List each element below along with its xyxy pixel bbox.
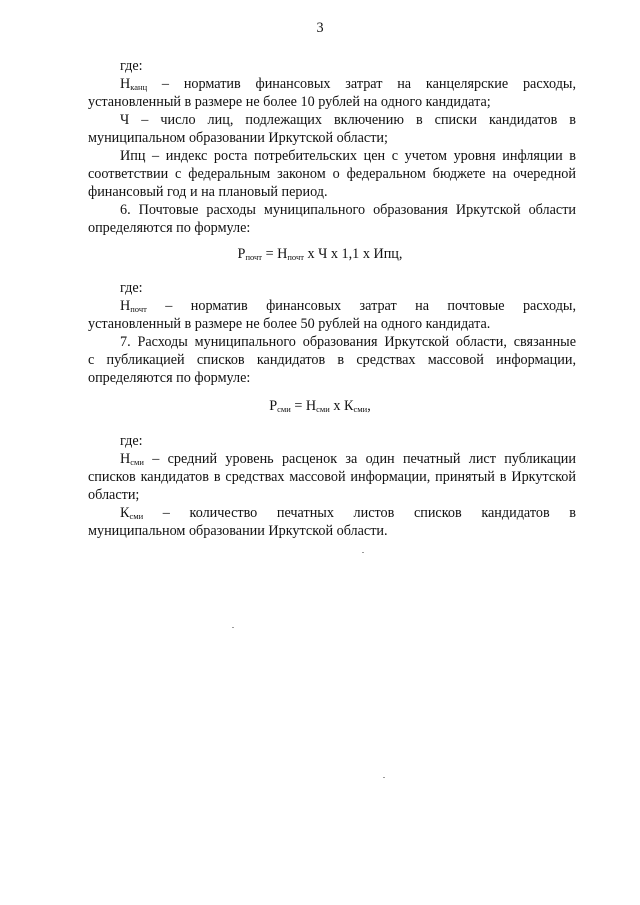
definition-text: – количество печатных листов списков кандидатов в bbox=[143, 505, 576, 521]
symbol-subscript: канц bbox=[130, 82, 148, 92]
formula-part: = Н bbox=[290, 398, 317, 414]
symbol-n: Н bbox=[120, 451, 131, 467]
formula-media bbox=[0, 397, 640, 416]
definition-ch: Ч – число лиц, подлежащих включению в списки кандидатов в bbox=[120, 112, 576, 128]
definition-ipts-end: финансовый год и на плановый период. bbox=[88, 184, 328, 200]
definition-n-kants-cont: установленный в размере не более 10 рублей на одного кандидата; bbox=[88, 94, 491, 110]
formula-subscript: сми bbox=[353, 404, 368, 414]
formula-symbol: Р bbox=[237, 246, 246, 262]
symbol-subscript: почт bbox=[130, 304, 147, 314]
where-label: где: bbox=[120, 433, 143, 449]
symbol-subscript: сми bbox=[129, 511, 144, 521]
paragraph-6: 6. Почтовые расходы муниципального образования Иркутской области bbox=[120, 202, 576, 218]
definition-n-pocht bbox=[88, 297, 576, 316]
definition-n-pocht-cont: установленный в размере не более 50 рублей на одного кандидата. bbox=[88, 316, 491, 332]
paragraph-7: 7. Расходы муниципального образования Иркутской области, связанные bbox=[120, 334, 576, 350]
symbol-k: К bbox=[120, 505, 130, 521]
scan-speck bbox=[362, 552, 364, 553]
formula-subscript: почт bbox=[245, 252, 263, 262]
formula-part: х Ч х 1,1 х Ипц, bbox=[303, 246, 403, 262]
paragraph-6-cont: определяются по формуле: bbox=[88, 220, 251, 236]
symbol-n: Н bbox=[120, 76, 131, 92]
where-label: где: bbox=[120, 58, 143, 74]
definition-ipts-cont: соответствии с федеральным законом о федеральном бюджете на очередной bbox=[88, 166, 576, 182]
formula-subscript: почт bbox=[287, 252, 304, 262]
page-number: 3 bbox=[316, 20, 324, 36]
symbol-subscript: сми bbox=[130, 457, 144, 467]
scan-speck bbox=[232, 627, 234, 628]
definition-ch-cont: муниципальном образовании Иркутской области; bbox=[88, 130, 388, 146]
definition-n-kants bbox=[88, 75, 576, 94]
formula-part: = Н bbox=[262, 246, 288, 262]
definition-n-smi-end: области; bbox=[88, 487, 140, 503]
definition-n-smi bbox=[88, 450, 576, 469]
paragraph-7-end: определяются по формуле: bbox=[88, 370, 251, 386]
symbol-n: Н bbox=[120, 298, 131, 314]
scan-speck bbox=[383, 777, 385, 778]
definition-text: – норматив финансовых затрат на канцелярские расходы, bbox=[147, 76, 576, 92]
formula-subscript: сми bbox=[277, 404, 291, 414]
formula-part: , bbox=[367, 398, 371, 414]
formula-part: х К bbox=[329, 398, 354, 414]
definition-text: – норматив финансовых затрат на почтовые расходы, bbox=[146, 298, 576, 314]
paragraph-7-cont: с публикацией списков кандидатов в средствах массовой информации, bbox=[88, 352, 576, 368]
formula-subscript: сми bbox=[316, 404, 330, 414]
definition-k-smi-cont: муниципальном образовании Иркутской области. bbox=[88, 523, 388, 539]
definition-n-smi-cont: списков кандидатов в средствах массовой информации, принятый в Иркутской bbox=[88, 469, 576, 485]
definition-k-smi bbox=[88, 504, 576, 523]
definition-ipts: Ипц – индекс роста потребительских цен с учетом уровня инфляции в bbox=[120, 148, 576, 164]
definition-text: – средний уровень расценок за один печатный лист публикации bbox=[143, 451, 576, 467]
formula-symbol: Р bbox=[269, 398, 278, 414]
formula-postal bbox=[0, 245, 640, 264]
where-label: где: bbox=[120, 280, 143, 296]
